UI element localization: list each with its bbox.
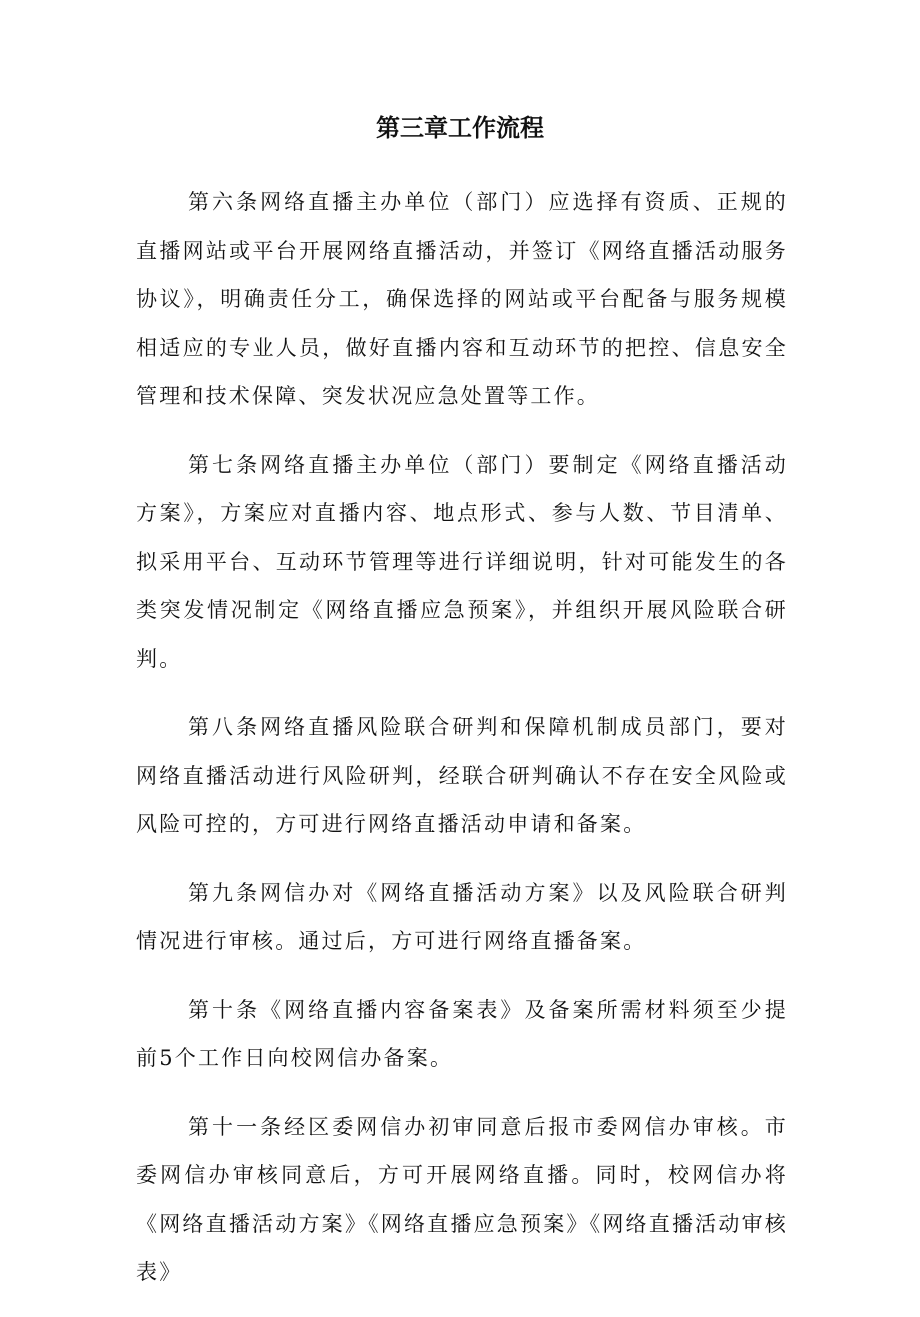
document-body	[136, 178, 788, 1317]
paragraph-article-10: 第十条《网络直播内容备案表》及备案所需材料须至少提前5个工作日向校网信办备案。	[136, 997, 788, 1070]
paragraph-article-8: 第八条网络直播风险联合研判和保障机制成员部门，要对网络直播活动进行风险研判，经联合研判确认不存在安全风险或风险可控的，方可进行网络直播活动申请和备案。	[136, 715, 788, 836]
chapter-title: 第三章工作流程	[376, 114, 544, 142]
paragraph-article-6: 第六条网络直播主办单位（部门）应选择有资质、正规的直播网站或平台开展网络直播活动，并签订《网络直播活动服务协议》，明确责任分工，确保选择的网站或平台配备与服务规模相适应的专业人员，做好直播内容和互动环节的把控、信息安全管理和技术保障、突发状况应急处置等工作。	[136, 190, 788, 408]
paragraph-article-9: 第九条网信办对《网络直播活动方案》以及风险联合研判情况进行审核。通过后，方可进行网络直播备案。	[136, 880, 788, 953]
paragraph-article-7: 第七条网络直播主办单位（部门）要制定《网络直播活动方案》，方案应对直播内容、地点形式、参与人数、节目清单、拟采用平台、互动环节管理等进行详细说明，针对可能发生的各类突发情况制定《网络直播应急预案》，并组织开展风险联合研判。	[136, 452, 788, 671]
paragraph-article-11: 第十一条经区委网信办初审同意后报市委网信办审核。市委网信办审核同意后，方可开展网络直播。同时，校网信办将《网络直播活动方案》《网络直播应急预案》《网络直播活动审核表》	[136, 1114, 788, 1284]
